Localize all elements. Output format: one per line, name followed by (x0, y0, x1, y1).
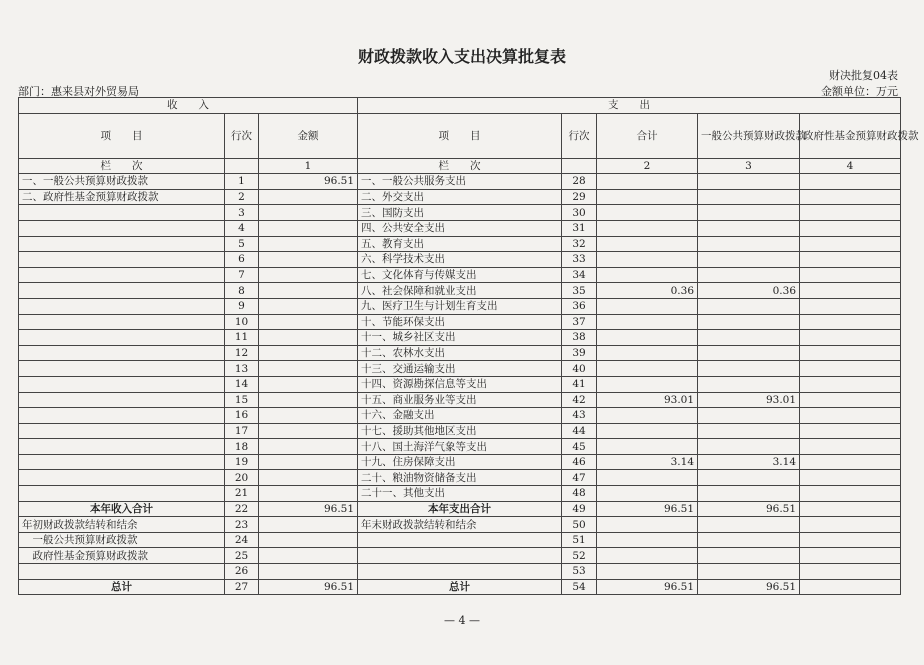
table-row (19, 517, 901, 533)
income-seq-cell: 14 (225, 376, 259, 392)
table-row (19, 236, 901, 252)
income-seq-cell: 2 (225, 189, 259, 205)
column-index-3: 3 (698, 158, 800, 174)
general-budget-cell (698, 439, 800, 455)
income-amount-cell (259, 517, 358, 533)
income-item-cell (19, 220, 225, 236)
income-item-cell (19, 236, 225, 252)
general-budget-cell: 96.51 (698, 501, 800, 517)
gov-fund-cell (800, 252, 901, 268)
expense-seq-cell: 47 (562, 470, 597, 486)
total-cell (597, 205, 698, 221)
total-cell (597, 439, 698, 455)
general-budget-cell (698, 174, 800, 190)
income-seq-cell: 26 (225, 564, 259, 580)
income-item-cell (19, 408, 225, 424)
income-amount-cell (259, 220, 358, 236)
table-row (19, 298, 901, 314)
expense-seq-cell: 51 (562, 532, 597, 548)
total-cell: 96.51 (597, 501, 698, 517)
gov-fund-cell (800, 205, 901, 221)
income-item-cell (19, 376, 225, 392)
expense-seq-cell: 34 (562, 267, 597, 283)
expense-seq-cell: 42 (562, 392, 597, 408)
income-seq-cell: 10 (225, 314, 259, 330)
general-budget-cell (698, 486, 800, 502)
income-seq-cell: 12 (225, 345, 259, 361)
income-amount-cell: 96.51 (259, 174, 358, 190)
total-cell: 96.51 (597, 579, 698, 595)
table-row (19, 361, 901, 377)
income-amount-cell (259, 392, 358, 408)
gov-fund-cell (800, 345, 901, 361)
table-row (19, 205, 901, 221)
income-amount-cell: 96.51 (259, 579, 358, 595)
income-amount-cell (259, 532, 358, 548)
income-seq-cell: 8 (225, 283, 259, 299)
table-row (19, 252, 901, 268)
general-budget-cell (698, 189, 800, 205)
expense-item-cell: 本年支出合计 (358, 501, 562, 517)
income-item-cell (19, 470, 225, 486)
income-amount-cell (259, 267, 358, 283)
expense-item-cell: 二十、粮油物资储备支出 (358, 470, 562, 486)
total-cell (597, 423, 698, 439)
income-seq-cell: 15 (225, 392, 259, 408)
gov-fund-cell (800, 189, 901, 205)
expense-seq-cell: 41 (562, 376, 597, 392)
income-amount-cell (259, 439, 358, 455)
gov-fund-cell (800, 532, 901, 548)
column-index-row (19, 158, 901, 174)
income-amount-cell (259, 564, 358, 580)
income-item-cell: 总计 (19, 579, 225, 595)
table-row (19, 454, 901, 470)
general-budget-cell (698, 236, 800, 252)
expense-seq-cell: 53 (562, 564, 597, 580)
general-budget-cell (698, 532, 800, 548)
expense-seq-cell: 40 (562, 361, 597, 377)
income-seq-cell: 4 (225, 220, 259, 236)
gov-fund-cell (800, 298, 901, 314)
general-budget-cell (698, 267, 800, 283)
income-seq-header: 行次 (225, 113, 259, 158)
income-amount-cell (259, 330, 358, 346)
income-seq-cell: 6 (225, 252, 259, 268)
general-budget-cell (698, 252, 800, 268)
table-row (19, 174, 901, 190)
table-row (19, 548, 901, 564)
table-row (19, 392, 901, 408)
income-item-header: 项 目 (19, 113, 225, 158)
general-budget-cell: 96.51 (698, 579, 800, 595)
income-item-cell (19, 267, 225, 283)
total-cell (597, 174, 698, 190)
income-item-cell (19, 486, 225, 502)
income-amount-cell (259, 252, 358, 268)
income-item-cell: 一般公共预算财政拨款 (19, 532, 225, 548)
page-number: — 4 — (444, 614, 480, 627)
expense-seq-cell: 35 (562, 283, 597, 299)
column-label-2: 栏 次 (358, 158, 562, 174)
income-seq-cell: 17 (225, 423, 259, 439)
total-cell (597, 330, 698, 346)
expense-seq-cell: 50 (562, 517, 597, 533)
income-item-cell: 政府性基金预算财政拨款 (19, 548, 225, 564)
general-budget-cell (698, 548, 800, 564)
table-row (19, 532, 901, 548)
total-cell (597, 236, 698, 252)
gov-fund-cell (800, 579, 901, 595)
table-row (19, 579, 901, 595)
total-cell (597, 267, 698, 283)
total-cell (597, 345, 698, 361)
expense-seq-cell: 33 (562, 252, 597, 268)
income-amount-cell (259, 345, 358, 361)
expense-seq-cell: 54 (562, 579, 597, 595)
income-amount-cell (259, 236, 358, 252)
table-row (19, 330, 901, 346)
gov-fund-cell (800, 330, 901, 346)
income-amount-cell (259, 361, 358, 377)
expense-item-cell: 十三、交通运输支出 (358, 361, 562, 377)
income-header: 收 入 (19, 98, 358, 114)
header-row-2 (19, 113, 901, 158)
total-cell (597, 564, 698, 580)
gov-fund-cell (800, 470, 901, 486)
general-budget-cell (698, 376, 800, 392)
income-seq-cell: 3 (225, 205, 259, 221)
gov-fund-cell (800, 454, 901, 470)
expense-seq-cell: 49 (562, 501, 597, 517)
expense-item-cell (358, 532, 562, 548)
income-seq-cell: 20 (225, 470, 259, 486)
amount-unit-label: 金额单位：万元 (821, 85, 898, 98)
table-row (19, 470, 901, 486)
income-amount-cell (259, 298, 358, 314)
expense-item-cell: 十八、国土海洋气象等支出 (358, 439, 562, 455)
total-cell (597, 298, 698, 314)
expense-seq-header: 行次 (562, 113, 597, 158)
total-cell (597, 189, 698, 205)
income-amount-cell: 96.51 (259, 501, 358, 517)
expense-item-cell: 总计 (358, 579, 562, 595)
income-amount-cell (259, 470, 358, 486)
expense-seq-cell: 46 (562, 454, 597, 470)
table-row (19, 423, 901, 439)
column-label: 栏 次 (19, 158, 225, 174)
income-item-cell: 年初财政拨款结转和结余 (19, 517, 225, 533)
header-row-1 (19, 98, 901, 114)
gov-fund-cell (800, 501, 901, 517)
general-budget-cell: 0.36 (698, 283, 800, 299)
expense-item-cell: 十七、援助其他地区支出 (358, 423, 562, 439)
income-amount-cell (259, 454, 358, 470)
expense-header: 支 出 (358, 98, 901, 114)
gov-fund-cell (800, 548, 901, 564)
general-budget-cell (698, 330, 800, 346)
empty-cell (562, 158, 597, 174)
gov-fund-cell (800, 376, 901, 392)
expense-item-cell: 十四、资源勘探信息等支出 (358, 376, 562, 392)
expense-seq-cell: 48 (562, 486, 597, 502)
general-budget-cell (698, 298, 800, 314)
gov-fund-cell (800, 267, 901, 283)
expense-seq-cell: 45 (562, 439, 597, 455)
income-item-cell: 一、一般公共预算财政拨款 (19, 174, 225, 190)
gov-fund-cell (800, 283, 901, 299)
income-item-cell (19, 298, 225, 314)
income-amount-cell (259, 376, 358, 392)
table-row (19, 501, 901, 517)
table-row (19, 345, 901, 361)
general-budget-cell (698, 517, 800, 533)
general-budget-cell (698, 220, 800, 236)
general-budget-cell: 93.01 (698, 392, 800, 408)
income-amount-header: 金额 (259, 113, 358, 158)
income-amount-cell (259, 486, 358, 502)
gov-fund-cell (800, 564, 901, 580)
expense-item-cell (358, 564, 562, 580)
income-item-cell (19, 564, 225, 580)
general-budget-cell (698, 314, 800, 330)
general-budget-cell (698, 205, 800, 221)
gov-fund-cell (800, 486, 901, 502)
general-budget-cell (698, 408, 800, 424)
expense-seq-cell: 32 (562, 236, 597, 252)
table-row (19, 439, 901, 455)
income-seq-cell: 7 (225, 267, 259, 283)
total-cell (597, 486, 698, 502)
general-budget-cell (698, 564, 800, 580)
total-cell (597, 376, 698, 392)
income-item-cell (19, 283, 225, 299)
expense-item-cell: 十一、城乡社区支出 (358, 330, 562, 346)
expense-item-cell: 二十一、其他支出 (358, 486, 562, 502)
income-seq-cell: 16 (225, 408, 259, 424)
income-amount-cell (259, 189, 358, 205)
income-item-cell (19, 439, 225, 455)
income-amount-cell (259, 283, 358, 299)
expense-seq-cell: 52 (562, 548, 597, 564)
general-budget-cell (698, 423, 800, 439)
income-amount-cell (259, 548, 358, 564)
expense-item-cell: 八、社会保障和就业支出 (358, 283, 562, 299)
general-budget-cell: 3.14 (698, 454, 800, 470)
expense-item-cell: 一、一般公共服务支出 (358, 174, 562, 190)
income-item-cell (19, 314, 225, 330)
total-cell (597, 517, 698, 533)
total-cell (597, 532, 698, 548)
table-row (19, 220, 901, 236)
income-seq-cell: 13 (225, 361, 259, 377)
column-index-1: 1 (259, 158, 358, 174)
income-item-cell (19, 361, 225, 377)
total-cell (597, 220, 698, 236)
income-seq-cell: 22 (225, 501, 259, 517)
empty-cell (225, 158, 259, 174)
income-amount-cell (259, 205, 358, 221)
expense-item-cell: 二、外交支出 (358, 189, 562, 205)
income-amount-cell (259, 423, 358, 439)
gov-fund-cell (800, 392, 901, 408)
table-row (19, 314, 901, 330)
page-title: 财政拨款收入支出决算批复表 (357, 47, 566, 66)
gov-fund-cell (800, 423, 901, 439)
expense-seq-cell: 31 (562, 220, 597, 236)
income-seq-cell: 9 (225, 298, 259, 314)
gov-fund-cell (800, 517, 901, 533)
income-seq-cell: 23 (225, 517, 259, 533)
gov-fund-cell (800, 314, 901, 330)
expense-seq-cell: 44 (562, 423, 597, 439)
expense-item-cell: 十、节能环保支出 (358, 314, 562, 330)
income-amount-cell (259, 314, 358, 330)
total-cell: 0.36 (597, 283, 698, 299)
income-item-cell (19, 330, 225, 346)
form-number: 财决批复04表 (829, 69, 898, 82)
table-row (19, 486, 901, 502)
table-row (19, 564, 901, 580)
income-item-cell: 本年收入合计 (19, 501, 225, 517)
table-row (19, 267, 901, 283)
income-seq-cell: 5 (225, 236, 259, 252)
total-cell (597, 314, 698, 330)
expense-seq-cell: 30 (562, 205, 597, 221)
general-budget-cell (698, 470, 800, 486)
expense-item-cell: 年末财政拨款结转和结余 (358, 517, 562, 533)
total-cell (597, 361, 698, 377)
total-cell (597, 470, 698, 486)
income-item-cell (19, 205, 225, 221)
expense-seq-cell: 39 (562, 345, 597, 361)
column-index-2: 2 (597, 158, 698, 174)
income-seq-cell: 24 (225, 532, 259, 548)
income-seq-cell: 1 (225, 174, 259, 190)
expense-item-cell: 十二、农林水支出 (358, 345, 562, 361)
expense-item-cell: 十九、住房保障支出 (358, 454, 562, 470)
expense-item-cell (358, 548, 562, 564)
table-row (19, 376, 901, 392)
income-seq-cell: 21 (225, 486, 259, 502)
income-item-cell: 二、政府性基金预算财政拨款 (19, 189, 225, 205)
expense-item-cell: 三、国防支出 (358, 205, 562, 221)
income-seq-cell: 18 (225, 439, 259, 455)
income-item-cell (19, 423, 225, 439)
total-cell (597, 548, 698, 564)
expense-item-cell: 九、医疗卫生与计划生育支出 (358, 298, 562, 314)
income-item-cell (19, 252, 225, 268)
table-row (19, 283, 901, 299)
expense-seq-cell: 43 (562, 408, 597, 424)
general-budget-cell (698, 345, 800, 361)
expense-item-header: 项 目 (358, 113, 562, 158)
table-row (19, 189, 901, 205)
income-seq-cell: 19 (225, 454, 259, 470)
gov-fund-cell (800, 236, 901, 252)
gov-fund-cell (800, 220, 901, 236)
income-seq-cell: 27 (225, 579, 259, 595)
gov-fund-cell (800, 174, 901, 190)
total-cell: 3.14 (597, 454, 698, 470)
total-cell: 93.01 (597, 392, 698, 408)
income-seq-cell: 11 (225, 330, 259, 346)
general-budget-header: 一般公共预算财政拨款 (698, 113, 800, 158)
expense-item-cell: 七、文化体育与传媒支出 (358, 267, 562, 283)
expense-seq-cell: 29 (562, 189, 597, 205)
income-item-cell (19, 345, 225, 361)
gov-fund-cell (800, 439, 901, 455)
income-item-cell (19, 454, 225, 470)
expense-seq-cell: 37 (562, 314, 597, 330)
total-header: 合计 (597, 113, 698, 158)
total-cell (597, 252, 698, 268)
expense-seq-cell: 28 (562, 174, 597, 190)
expense-item-cell: 六、科学技术支出 (358, 252, 562, 268)
income-seq-cell: 25 (225, 548, 259, 564)
column-index-4: 4 (800, 158, 901, 174)
expense-item-cell: 四、公共安全支出 (358, 220, 562, 236)
total-cell (597, 408, 698, 424)
expense-item-cell: 十五、商业服务业等支出 (358, 392, 562, 408)
gov-fund-cell (800, 361, 901, 377)
gov-fund-cell (800, 408, 901, 424)
expense-seq-cell: 38 (562, 330, 597, 346)
expense-item-cell: 十六、金融支出 (358, 408, 562, 424)
table-row (19, 408, 901, 424)
department-label: 部门：惠来县对外贸易局 (18, 85, 139, 98)
expense-item-cell: 五、教育支出 (358, 236, 562, 252)
budget-table (18, 97, 919, 595)
gov-fund-header: 政府性基金预算财政拨款 (800, 113, 901, 158)
income-amount-cell (259, 408, 358, 424)
expense-seq-cell: 36 (562, 298, 597, 314)
income-item-cell (19, 392, 225, 408)
general-budget-cell (698, 361, 800, 377)
